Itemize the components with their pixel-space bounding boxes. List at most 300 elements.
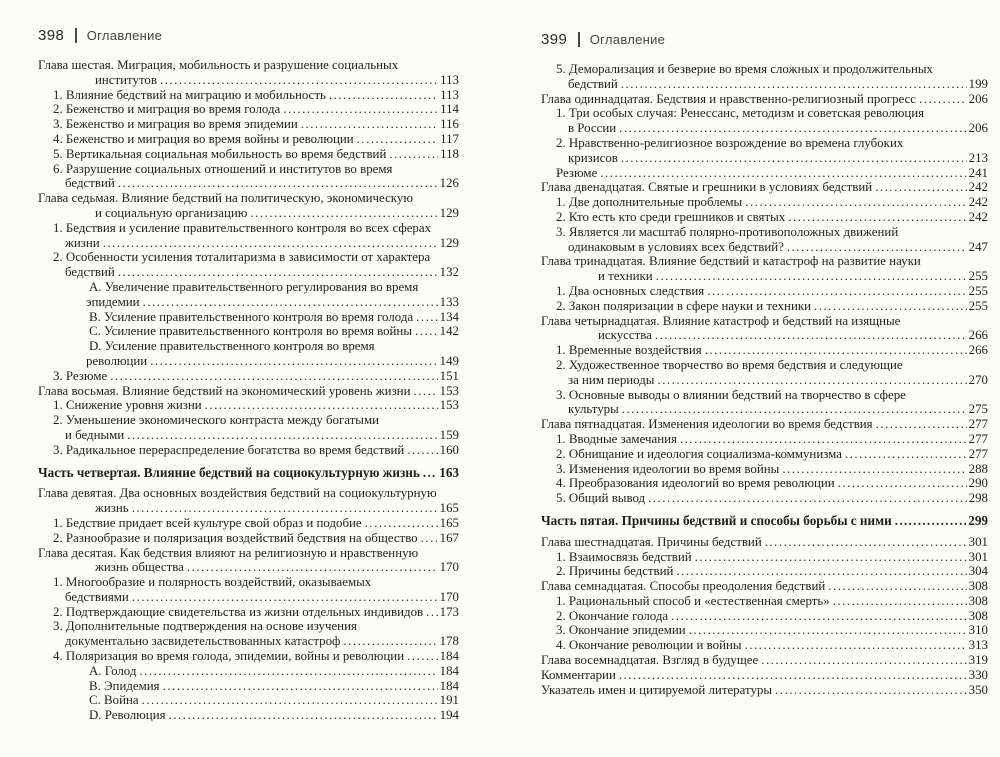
dot-leader bbox=[426, 605, 438, 620]
running-header bbox=[38, 27, 459, 44]
toc-entry-text: 2. Уменьшение экономического контраста между богатыми bbox=[53, 413, 380, 428]
toc-entry-page-number: 184 bbox=[439, 678, 459, 693]
toc-entry-page-number: 170 bbox=[439, 589, 459, 604]
toc-entry-text: 3. Резюме bbox=[53, 368, 108, 383]
dot-leader bbox=[150, 354, 437, 369]
toc-entry bbox=[38, 295, 459, 310]
toc-entry bbox=[38, 117, 459, 132]
toc-entry-page-number: 242 bbox=[968, 209, 988, 224]
dot-leader bbox=[671, 609, 967, 624]
dot-leader bbox=[782, 462, 966, 477]
dot-leader bbox=[118, 176, 438, 191]
toc-entry bbox=[38, 280, 459, 295]
toc-entry-text: Глава двенадцатая. Святые и грешники в условиях бедствий bbox=[541, 180, 873, 195]
toc-entry bbox=[38, 443, 459, 458]
toc-entry-text: институтов bbox=[95, 72, 157, 87]
dot-leader bbox=[407, 443, 437, 458]
toc-entry bbox=[38, 575, 459, 590]
dot-leader bbox=[695, 550, 967, 565]
toc-entry-page-number: 153 bbox=[439, 398, 459, 413]
toc-entry-text: 3. Изменения идеологии во время войны bbox=[556, 461, 780, 476]
toc-entry-text: 1. Бедствие придает всей культуре свой образ и подобие bbox=[53, 515, 362, 530]
toc-entry-page-number: 298 bbox=[968, 491, 988, 506]
dot-leader bbox=[707, 284, 966, 299]
toc-entry-page-number: 266 bbox=[968, 343, 988, 358]
toc-entry-page-number: 159 bbox=[439, 427, 459, 442]
toc-entry-page-number: 129 bbox=[439, 205, 459, 220]
toc-entry-text: жизнь общества bbox=[95, 560, 184, 575]
toc-entry-text: 2. Причины бедствий bbox=[556, 564, 674, 579]
toc-entry bbox=[38, 206, 459, 221]
toc-entry-text: бедствиями bbox=[65, 589, 129, 604]
dot-leader bbox=[761, 653, 966, 668]
toc-entry-text: в России bbox=[568, 121, 617, 136]
toc-entry-page-number: 170 bbox=[439, 560, 459, 575]
toc-entry-page-number: 277 bbox=[968, 446, 988, 461]
toc-entry bbox=[38, 428, 459, 443]
toc-entry-text: 4. Окончание революции и войны bbox=[556, 638, 742, 653]
toc-entry-page-number: 199 bbox=[968, 76, 988, 91]
header-separator-bar bbox=[75, 28, 77, 43]
dot-leader bbox=[648, 491, 967, 506]
toc-entry bbox=[541, 92, 988, 107]
toc-entry-text: 1. Бедствия и усиление правительственного контроля во всех сферах bbox=[53, 220, 432, 235]
page-number: 399 bbox=[541, 31, 568, 48]
toc-entry bbox=[38, 162, 459, 177]
toc-entry bbox=[38, 236, 459, 251]
toc-entry bbox=[541, 195, 988, 210]
dot-leader bbox=[132, 590, 438, 605]
toc-entry-page-number: 126 bbox=[439, 176, 459, 191]
toc-entry-text: бедствий bbox=[65, 176, 115, 191]
dot-leader bbox=[787, 240, 967, 255]
toc-entry bbox=[38, 531, 459, 546]
toc-entry bbox=[38, 191, 459, 206]
dot-leader bbox=[160, 73, 438, 88]
toc-entry-text: Глава восьмая. Влияние бедствий на экономический уровень жизни bbox=[38, 383, 411, 398]
toc-entry bbox=[38, 354, 459, 369]
toc-entry-text: C. Война bbox=[89, 693, 139, 708]
toc-entry bbox=[541, 476, 988, 491]
page-398 bbox=[38, 27, 459, 723]
toc-entry-page-number: 301 bbox=[968, 549, 988, 564]
toc-entry-text: 6. Разрушение социальных отношений и институтов во время bbox=[53, 161, 393, 176]
toc-entry-page-number: 213 bbox=[968, 150, 988, 165]
toc-entry bbox=[38, 413, 459, 428]
dot-leader bbox=[132, 501, 438, 516]
toc-entry-text: 1. Снижение уровня жизни bbox=[53, 398, 202, 413]
toc-entry-text: бедствий bbox=[568, 76, 618, 91]
toc-entry bbox=[541, 564, 988, 579]
toc-entry-text: 2. Окончание голода bbox=[556, 608, 669, 623]
toc-entry-page-number: 242 bbox=[968, 180, 988, 195]
toc-entry bbox=[38, 58, 459, 73]
toc-entry-text: 3. Дополнительные подтверждения на основе изучения bbox=[53, 619, 357, 634]
toc-entry-text: 4. Поляризация во время голода, эпидемии, войны и революции bbox=[53, 649, 405, 664]
toc-entry-page-number: 308 bbox=[968, 579, 988, 594]
toc-entry bbox=[541, 77, 988, 92]
toc-entry bbox=[38, 339, 459, 354]
toc-entry-text: жизнь bbox=[95, 501, 129, 516]
dot-leader bbox=[814, 299, 967, 314]
toc-entry bbox=[38, 102, 459, 117]
toc-entry-page-number: 151 bbox=[439, 368, 459, 383]
toc-entry-text: 2. Нравственно-религиозное возрождение во времена глубоких bbox=[556, 135, 904, 150]
toc-entry-page-number: 194 bbox=[439, 708, 459, 723]
dot-leader bbox=[676, 564, 966, 579]
toc-entry bbox=[38, 384, 459, 399]
toc-entry bbox=[541, 328, 988, 343]
toc-entry bbox=[541, 254, 988, 269]
dot-leader bbox=[600, 166, 966, 181]
toc-entry-text: 2. Обнищание и идеология социализма-коммунизма bbox=[556, 446, 842, 461]
dot-leader bbox=[169, 708, 438, 723]
toc-entry bbox=[541, 269, 988, 284]
toc-entry-text: Глава десятая. Как бедствия влияют на религиозную и нравственную bbox=[38, 545, 419, 560]
dot-leader bbox=[621, 77, 967, 92]
dot-leader bbox=[775, 683, 967, 698]
dot-leader bbox=[343, 634, 437, 649]
toc-entry bbox=[541, 623, 988, 638]
toc-entry bbox=[541, 432, 988, 447]
toc-entry-text: 4. Преобразования идеологий во время революции bbox=[556, 476, 835, 491]
toc-entry-page-number: 116 bbox=[440, 117, 459, 132]
running-header bbox=[541, 31, 988, 48]
toc-entry-text: 3. Окончание эпидемии bbox=[556, 623, 686, 638]
toc-entry-page-number: 149 bbox=[439, 353, 459, 368]
toc-entry-page-number: 299 bbox=[968, 512, 988, 528]
dot-leader bbox=[655, 328, 967, 343]
toc-entry-page-number: 290 bbox=[968, 476, 988, 491]
toc-entry-page-number: 266 bbox=[968, 328, 988, 343]
toc-entry bbox=[541, 514, 988, 529]
toc-entry bbox=[38, 590, 459, 605]
toc-entry bbox=[541, 653, 988, 668]
toc-entry-text: 2. Разнообразие и поляризация воздействий бедствия на общество bbox=[53, 530, 418, 545]
toc-entry-page-number: 247 bbox=[968, 239, 988, 254]
toc-entry-text: D. Революция bbox=[89, 708, 166, 723]
toc-entry-text: эпидемии bbox=[86, 294, 140, 309]
dot-leader bbox=[875, 180, 966, 195]
toc-entry-text: и техники bbox=[598, 269, 653, 284]
toc-entry-page-number: 118 bbox=[440, 146, 459, 161]
dot-leader bbox=[788, 210, 966, 225]
dot-leader bbox=[413, 384, 437, 399]
dot-leader bbox=[127, 428, 437, 443]
dot-leader bbox=[619, 668, 967, 683]
toc-entry-text: 3. Беженство и миграция во время эпидемии bbox=[53, 117, 298, 132]
toc-entry bbox=[541, 535, 988, 550]
dot-leader bbox=[415, 324, 438, 339]
toc-entry-text: 5. Вертикальная социальная мобильность во время бедствий bbox=[53, 146, 387, 161]
toc-entry-text: Глава семнадцатая. Способы преодоления бедствий bbox=[541, 579, 826, 594]
toc-entry-text: 1. Две дополнительные проблемы bbox=[556, 195, 743, 210]
toc-entry-page-number: 191 bbox=[439, 693, 459, 708]
toc-entry bbox=[541, 180, 988, 195]
toc-entry-page-number: 165 bbox=[439, 515, 459, 530]
toc-entry bbox=[38, 324, 459, 339]
toc-entry bbox=[541, 447, 988, 462]
toc-entry bbox=[38, 147, 459, 162]
toc-entry bbox=[541, 225, 988, 240]
toc-entry bbox=[541, 594, 988, 609]
toc-entry-page-number: 167 bbox=[439, 530, 459, 545]
dot-leader bbox=[163, 679, 438, 694]
dot-leader bbox=[103, 236, 438, 251]
toc-entry-text: 1. Влияние бедствий на миграцию и мобильность bbox=[53, 87, 326, 102]
toc-entry bbox=[38, 664, 459, 679]
dot-leader bbox=[365, 516, 438, 531]
dot-leader bbox=[745, 195, 966, 210]
toc-entry-page-number: 184 bbox=[439, 663, 459, 678]
dot-leader bbox=[329, 88, 438, 103]
toc-entry-text: Комментарии bbox=[541, 667, 616, 682]
header-separator-bar bbox=[578, 32, 580, 47]
toc-entry bbox=[541, 166, 988, 181]
toc-entry-page-number: 330 bbox=[968, 667, 988, 682]
toc-entry-text: и социальную организацию bbox=[95, 205, 248, 220]
toc-entry-page-number: 178 bbox=[439, 634, 459, 649]
toc-entry-page-number: 134 bbox=[439, 309, 459, 324]
dot-leader bbox=[833, 594, 967, 609]
dot-leader bbox=[619, 121, 966, 136]
toc-entry-text: 1. Два основных следствия bbox=[556, 283, 705, 298]
toc-entry-text: 2. Закон поляризации в сфере науки и техники bbox=[556, 298, 812, 313]
toc-entry bbox=[541, 136, 988, 151]
toc-entry bbox=[38, 466, 459, 481]
dot-leader bbox=[657, 373, 966, 388]
toc-entry-text: 4. Беженство и миграция во время войны и революции bbox=[53, 131, 354, 146]
dot-leader bbox=[680, 432, 967, 447]
toc-entry bbox=[38, 679, 459, 694]
toc-entry bbox=[38, 486, 459, 501]
dot-leader bbox=[250, 206, 437, 221]
toc-entry bbox=[38, 605, 459, 620]
dot-leader bbox=[301, 117, 438, 132]
toc-entry-text: 2. Особенности усиления тоталитаризма в зависимости от характера bbox=[53, 250, 431, 265]
toc-entry-text: 2. Подтверждающие свидетельства из жизни отдельных индивидов bbox=[53, 604, 424, 619]
toc-entry-page-number: 114 bbox=[440, 102, 459, 117]
toc-entry-page-number: 132 bbox=[439, 265, 459, 280]
dot-leader bbox=[416, 310, 438, 325]
toc-entry bbox=[541, 314, 988, 329]
dot-leader bbox=[919, 92, 967, 107]
toc-entry-text: C. Усиление правительственного контроля во время войны bbox=[89, 324, 412, 339]
toc-entry-text: 2. Беженство и миграция во время голода bbox=[53, 102, 281, 117]
toc-entry-text: D. Усиление правительственного контроля во время bbox=[89, 339, 375, 354]
toc-entry bbox=[38, 693, 459, 708]
toc-entry bbox=[38, 221, 459, 236]
toc-entry-text: кризисов bbox=[568, 150, 618, 165]
toc-list bbox=[541, 62, 988, 697]
toc-entry-text: Часть пятая. Причины бедствий и способы борьбы с ними bbox=[541, 512, 892, 528]
toc-entry bbox=[38, 649, 459, 664]
toc-entry bbox=[38, 369, 459, 384]
toc-entry-text: 2. Художественное творчество во время бедствия и следующие bbox=[556, 357, 903, 372]
toc-entry-page-number: 308 bbox=[968, 608, 988, 623]
toc-entry bbox=[38, 176, 459, 191]
dot-leader bbox=[656, 269, 967, 284]
toc-entry bbox=[541, 343, 988, 358]
toc-entry-page-number: 129 bbox=[439, 235, 459, 250]
dot-leader bbox=[876, 417, 967, 432]
toc-entry-text: Резюме bbox=[556, 165, 598, 180]
section-title: Оглавление bbox=[86, 28, 163, 43]
toc-entry bbox=[541, 151, 988, 166]
toc-entry bbox=[38, 265, 459, 280]
toc-entry-text: 1. Взаимосвязь бедствий bbox=[556, 549, 692, 564]
dot-leader bbox=[357, 132, 438, 147]
dot-leader bbox=[845, 447, 967, 462]
page-number: 398 bbox=[38, 27, 65, 44]
toc-entry-text: 1. Вводные замечания bbox=[556, 431, 677, 446]
dot-leader bbox=[407, 649, 438, 664]
toc-entry-text: Глава четырнадцатая. Влияние катастроф и бедствий на изящные bbox=[541, 313, 901, 328]
toc-entry-page-number: 184 bbox=[439, 649, 459, 664]
toc-entry-page-number: 153 bbox=[439, 383, 459, 398]
toc-entry-page-number: 270 bbox=[968, 372, 988, 387]
toc-entry-page-number: 310 bbox=[968, 623, 988, 638]
dot-leader bbox=[622, 402, 967, 417]
toc-entry-text: за ним периоды bbox=[568, 372, 655, 387]
toc-entry-text: 1. Рациональный способ и «естественная смерть» bbox=[556, 593, 830, 608]
toc-list bbox=[38, 58, 459, 723]
toc-entry-text: Глава одиннадцатая. Бедствия и нравственно-религиозный прогресс bbox=[541, 91, 917, 106]
dot-leader bbox=[838, 476, 967, 491]
toc-entry-page-number: 255 bbox=[968, 298, 988, 313]
dot-leader bbox=[389, 147, 438, 162]
toc-entry-page-number: 206 bbox=[968, 91, 988, 106]
toc-entry-text: A. Голод bbox=[89, 663, 137, 678]
toc-entry bbox=[38, 88, 459, 103]
toc-entry bbox=[38, 634, 459, 649]
toc-entry bbox=[38, 546, 459, 561]
toc-entry bbox=[541, 550, 988, 565]
dot-leader bbox=[421, 531, 438, 546]
toc-entry-page-number: 173 bbox=[439, 604, 459, 619]
toc-entry bbox=[38, 560, 459, 575]
toc-entry-page-number: 113 bbox=[440, 87, 459, 102]
toc-entry bbox=[38, 708, 459, 723]
dot-leader bbox=[745, 638, 967, 653]
toc-entry-text: и бедными bbox=[65, 427, 125, 442]
toc-entry-page-number: 350 bbox=[968, 682, 988, 697]
toc-entry-page-number: 160 bbox=[439, 442, 459, 457]
toc-entry-page-number: 206 bbox=[968, 121, 988, 136]
dot-leader bbox=[205, 398, 438, 413]
dot-leader bbox=[283, 102, 438, 117]
toc-entry-text: революции bbox=[86, 353, 148, 368]
toc-entry-text: B. Эпидемия bbox=[89, 678, 160, 693]
toc-entry bbox=[541, 358, 988, 373]
dot-leader bbox=[110, 369, 437, 384]
toc-entry bbox=[541, 106, 988, 121]
toc-entry-text: A. Увеличение правительственного регулирования во время bbox=[89, 279, 419, 294]
toc-entry-text: 2. Кто есть кто среди грешников и святых bbox=[556, 209, 786, 224]
toc-entry-page-number: 277 bbox=[968, 431, 988, 446]
dot-leader bbox=[118, 265, 438, 280]
toc-entry-page-number: 241 bbox=[968, 165, 988, 180]
toc-entry-text: 5. Деморализация и безверие во время сложных и продолжительных bbox=[556, 62, 933, 76]
toc-entry bbox=[38, 250, 459, 265]
dot-leader bbox=[139, 664, 437, 679]
toc-entry-page-number: 133 bbox=[439, 294, 459, 309]
dot-leader bbox=[143, 295, 438, 310]
toc-entry bbox=[541, 491, 988, 506]
toc-entry-page-number: 304 bbox=[968, 564, 988, 579]
toc-entry-page-number: 277 bbox=[968, 417, 988, 432]
toc-entry bbox=[38, 398, 459, 413]
toc-entry-text: искусства bbox=[598, 328, 652, 343]
toc-entry-text: Глава тринадцатая. Влияние бедствий и катастроф на развитие науки bbox=[541, 254, 921, 269]
toc-entry-text: 5. Общий вывод bbox=[556, 491, 646, 506]
toc-entry-text: 3. Является ли масштаб полярно-противоположных движений bbox=[556, 224, 899, 239]
toc-entry bbox=[38, 73, 459, 88]
toc-entry-text: 1. Три особых случая: Ренессанс, методизм и советская революция bbox=[556, 106, 925, 121]
toc-entry bbox=[541, 121, 988, 136]
page-399 bbox=[541, 31, 988, 697]
toc-entry bbox=[541, 668, 988, 683]
toc-entry-page-number: 142 bbox=[439, 324, 459, 339]
toc-entry-text: бедствий bbox=[65, 265, 115, 280]
toc-entry-text: Глава шестнадцатая. Причины бедствий bbox=[541, 534, 762, 549]
toc-entry-page-number: 255 bbox=[968, 283, 988, 298]
toc-entry-text: документально засвидетельствованных катастроф bbox=[65, 634, 341, 649]
toc-entry-page-number: 275 bbox=[968, 402, 988, 417]
toc-entry-text: Указатель имен и цитируемой литературы bbox=[541, 682, 773, 697]
toc-entry-text: Глава седьмая. Влияние бедствий на политическую, экономическую bbox=[38, 191, 413, 206]
toc-entry-page-number: 319 bbox=[968, 653, 988, 668]
toc-entry bbox=[541, 402, 988, 417]
toc-entry bbox=[541, 579, 988, 594]
toc-entry bbox=[541, 299, 988, 314]
toc-entry bbox=[38, 501, 459, 516]
toc-entry-page-number: 163 bbox=[439, 464, 459, 480]
toc-entry bbox=[541, 210, 988, 225]
toc-entry bbox=[541, 62, 988, 77]
toc-entry-page-number: 308 bbox=[968, 593, 988, 608]
dot-leader bbox=[895, 514, 967, 529]
toc-entry bbox=[38, 619, 459, 634]
toc-entry-text: 3. Радикальное перераспределение богатства во время бедствий bbox=[53, 442, 405, 457]
toc-entry bbox=[38, 310, 459, 325]
toc-entry bbox=[541, 462, 988, 477]
toc-entry-text: культуры bbox=[568, 402, 619, 417]
toc-entry bbox=[541, 284, 988, 299]
dot-leader bbox=[187, 560, 438, 575]
toc-entry-text: Часть четвертая. Влияние бедствий на социокультурную жизнь bbox=[38, 464, 420, 480]
toc-entry bbox=[541, 417, 988, 432]
toc-entry-text: Глава девятая. Два основных воздействия бедствий на социокультурную bbox=[38, 486, 437, 501]
toc-entry-text: 1. Многообразие и полярность воздействий, оказываемых bbox=[53, 575, 372, 590]
toc-entry-page-number: 165 bbox=[439, 501, 459, 516]
toc-entry-text: жизни bbox=[65, 235, 100, 250]
toc-entry bbox=[541, 388, 988, 403]
toc-entry-text: Глава пятнадцатая. Изменения идеологии во время бедствия bbox=[541, 417, 873, 432]
toc-entry bbox=[541, 240, 988, 255]
dot-leader bbox=[689, 623, 967, 638]
section-title: Оглавление bbox=[589, 32, 666, 47]
dot-leader bbox=[828, 579, 966, 594]
toc-entry-page-number: 301 bbox=[968, 534, 988, 549]
toc-entry-text: Глава шестая. Миграция, мобильность и разрушение социальных bbox=[38, 58, 399, 72]
toc-entry bbox=[541, 638, 988, 653]
toc-entry-page-number: 288 bbox=[968, 461, 988, 476]
toc-entry bbox=[38, 132, 459, 147]
toc-entry bbox=[541, 373, 988, 388]
dot-leader bbox=[423, 466, 437, 481]
toc-entry bbox=[541, 609, 988, 624]
